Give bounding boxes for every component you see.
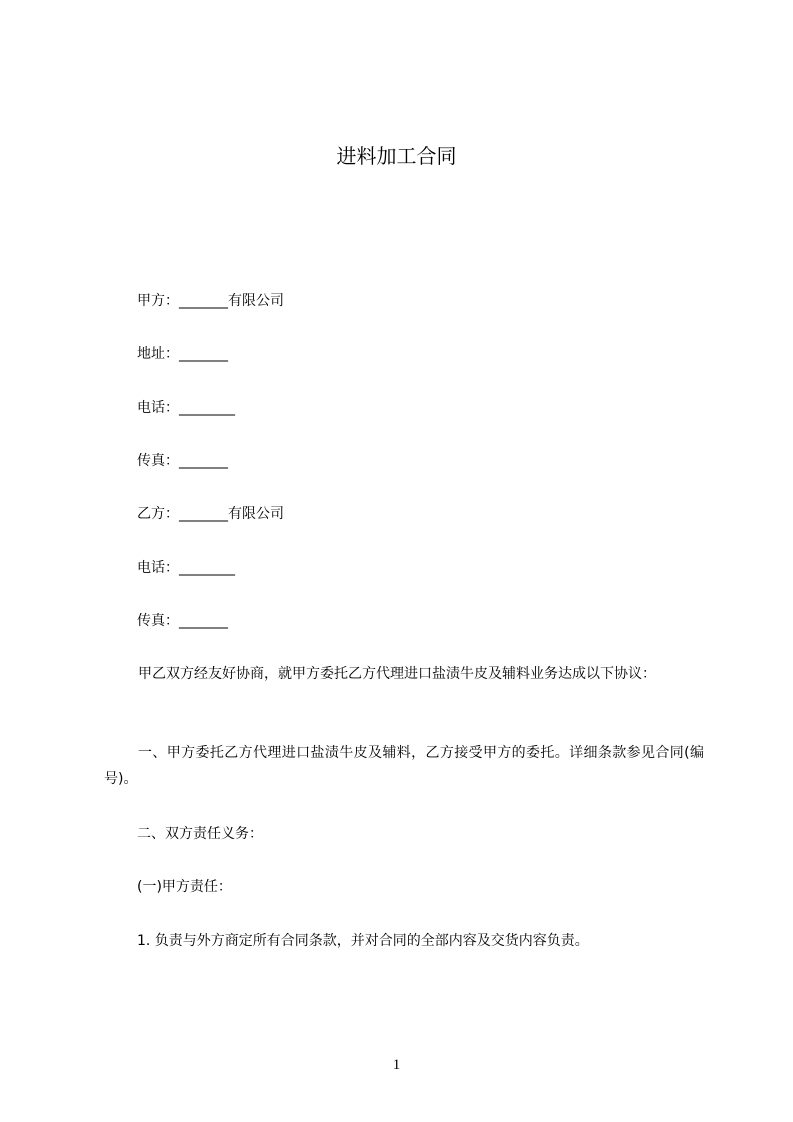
section-two-heading: 二、双方责任义务： — [137, 826, 263, 842]
clause-one-paragraph: 一、甲方委托乙方代理进口盐渍牛皮及辅料，乙方接受甲方的委托。详细条款参见合同(编号)。 — [104, 745, 704, 787]
party-a-fax-line: 传真：_______ — [137, 453, 228, 469]
party-a-address-line: 地址：_______ — [137, 346, 228, 362]
duty-item-1: 1. 负责与外方商定所有合同条款，并对合同的全部内容及交货内容负责。 — [137, 933, 589, 949]
party-b-phone-line: 电话：________ — [137, 560, 235, 576]
page-title: 进料加工合同 — [336, 144, 457, 168]
page-number: 1 — [392, 1057, 401, 1073]
party-a-duties-heading: (一)甲方责任： — [137, 879, 232, 895]
party-a-name-line: 甲方：_______有限公司 — [137, 293, 284, 309]
intro-paragraph: 甲乙双方经友好协商，就甲方委托乙方代理进口盐渍牛皮及辅料业务达成以下协议： — [138, 666, 656, 682]
party-b-name-line: 乙方：_______有限公司 — [137, 506, 284, 522]
party-a-phone-line: 电话：________ — [137, 400, 235, 416]
party-b-fax-line: 传真：_______ — [137, 613, 228, 629]
